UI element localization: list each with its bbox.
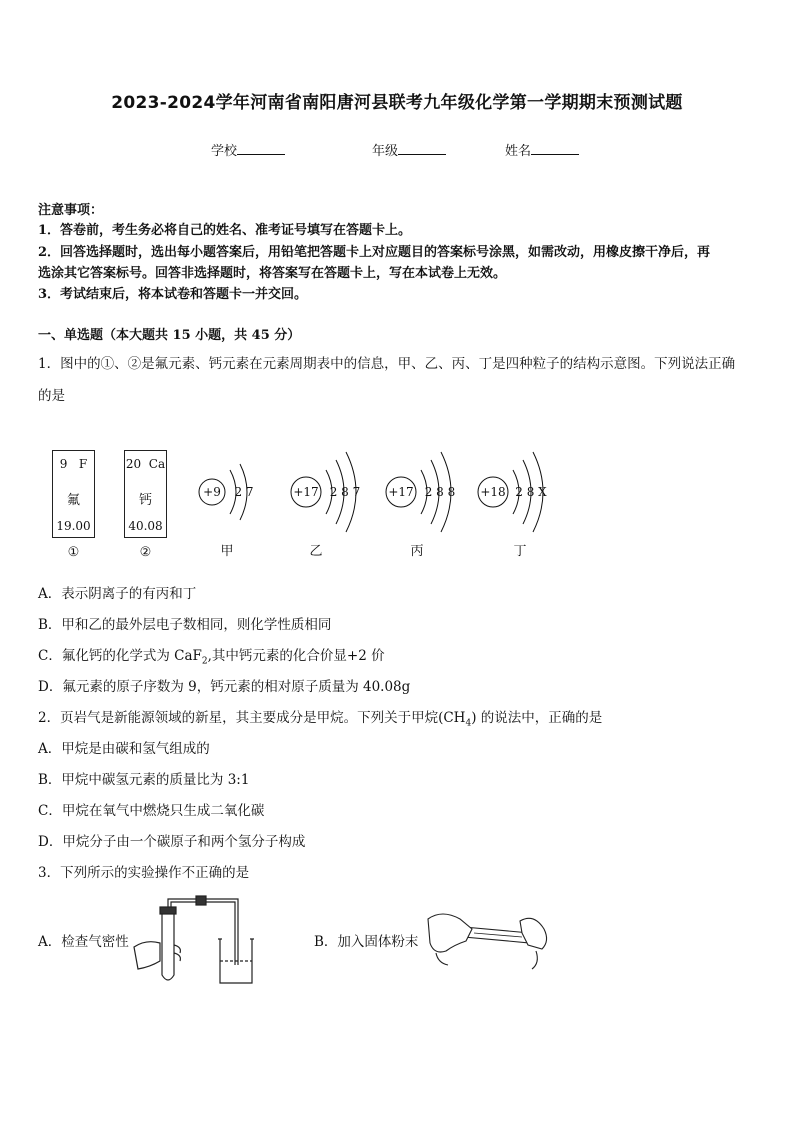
card-caption-1: ①: [67, 545, 80, 560]
card-number-symbol: 9 F: [59, 457, 88, 471]
card-mass: 19.00: [56, 519, 91, 533]
q3-option-b: B．加入固体粉末: [314, 934, 419, 950]
notice-heading: 注意事项：: [38, 203, 104, 218]
shell-label: 2 8 X: [515, 485, 547, 499]
nucleus-label: +17: [293, 485, 319, 499]
grade-blank: [398, 142, 446, 155]
particle-bing: [386, 452, 455, 532]
notice-item-2: 2．回答选择题时，选出每小题答案后，用铅笔把答题卡上对应题目的答案标号涂黑，如需改动，用橡皮擦干净后，再: [38, 245, 711, 260]
card-number-symbol: 20 Ca: [125, 457, 166, 471]
q2-option-b: B．甲烷中碳氢元素的质量比为 3:1: [38, 772, 250, 788]
shell-label: 2 7: [234, 485, 254, 499]
element-card-calcium: [124, 450, 167, 538]
q2-stem: 2．页岩气是新能源领域的新星，其主要成分是甲烷。下列关于甲烷$(CH_4)$ 的说法中，正确的是: [38, 710, 603, 729]
particle-jia: [199, 464, 254, 520]
card-name: 钙: [138, 493, 152, 508]
name-label: 姓名: [505, 144, 532, 159]
particle-yi: [291, 452, 360, 532]
page-title: 2023-2024学年河南省南阳唐河县联考九年级化学第一学期期末预测试题: [111, 93, 683, 113]
name-blank: [531, 142, 579, 155]
q3-stem: 3．下列所示的实验操作不正确的是: [38, 865, 250, 881]
q1-option-d: D．氟元素的原子序数为 9，钙元素的相对原子质量为 40.08g: [38, 679, 411, 695]
name-field: [505, 140, 579, 159]
particle-caption-jia: 甲: [220, 544, 234, 559]
school-blank: [237, 142, 285, 155]
section-heading: 一、单选题（本大题共 15 小题，共 45 分）: [38, 328, 301, 343]
add-powder-illustration: [424, 905, 554, 975]
notice-item-1: 1．答卷前，考生务必将自己的姓名、准考证号填写在答题卡上。: [38, 223, 412, 238]
card-mass: 40.08: [128, 519, 163, 533]
school-label: 学校: [211, 144, 238, 159]
nucleus-label: +9: [203, 485, 221, 499]
particle-caption-bing: 丙: [410, 544, 424, 559]
school-field: [211, 140, 285, 159]
q1-stem-line2: 的是: [38, 388, 65, 404]
nucleus-label: +18: [480, 485, 506, 499]
q1-option-a: A．表示阴离子的有丙和丁: [38, 586, 197, 602]
q2-option-c: C．甲烷在氧气中燃烧只生成二氧化碳: [38, 803, 265, 819]
card-caption-2: ②: [139, 545, 152, 560]
particle-caption-ding: 丁: [513, 544, 527, 559]
grade-field: [372, 140, 446, 159]
airtightness-apparatus-illustration: [132, 895, 262, 990]
q1-stem-line1: 1．图中的①、②是氟元素、钙元素在元素周期表中的信息，甲、乙、丙、丁是四种粒子的结构示意图。下列说法正确: [38, 356, 736, 372]
particle-caption-yi: 乙: [309, 544, 323, 559]
grade-label: 年级: [372, 144, 399, 159]
shell-label: 2 8 8: [424, 485, 456, 499]
q2-option-a: A．甲烷是由碳和氢气组成的: [38, 741, 210, 757]
notice-item-3: 3．考试结束后，将本试卷和答题卡一并交回。: [38, 287, 308, 302]
q3-option-a: A．检查气密性: [38, 934, 129, 950]
nucleus-label: +17: [388, 485, 414, 499]
element-card-fluorine: [52, 450, 95, 538]
particle-ding: [478, 452, 547, 532]
particle-diagrams: [190, 440, 790, 550]
shell-label: 2 8 7: [329, 485, 361, 499]
q2-option-d: D．甲烷分子由一个碳原子和两个氢分子构成: [38, 834, 306, 850]
card-name: 氟: [66, 493, 80, 508]
q1-option-c: C．氟化钙的化学式为 CaF$_2$,其中钙元素的化合价显+2 价: [38, 648, 385, 667]
notice-item-2-cont: 选涂其它答案标号。回答非选择题时，将答案写在答题卡上，写在本试卷上无效。: [38, 266, 507, 281]
q1-option-b: B．甲和乙的最外层电子数相同，则化学性质相同: [38, 617, 332, 633]
